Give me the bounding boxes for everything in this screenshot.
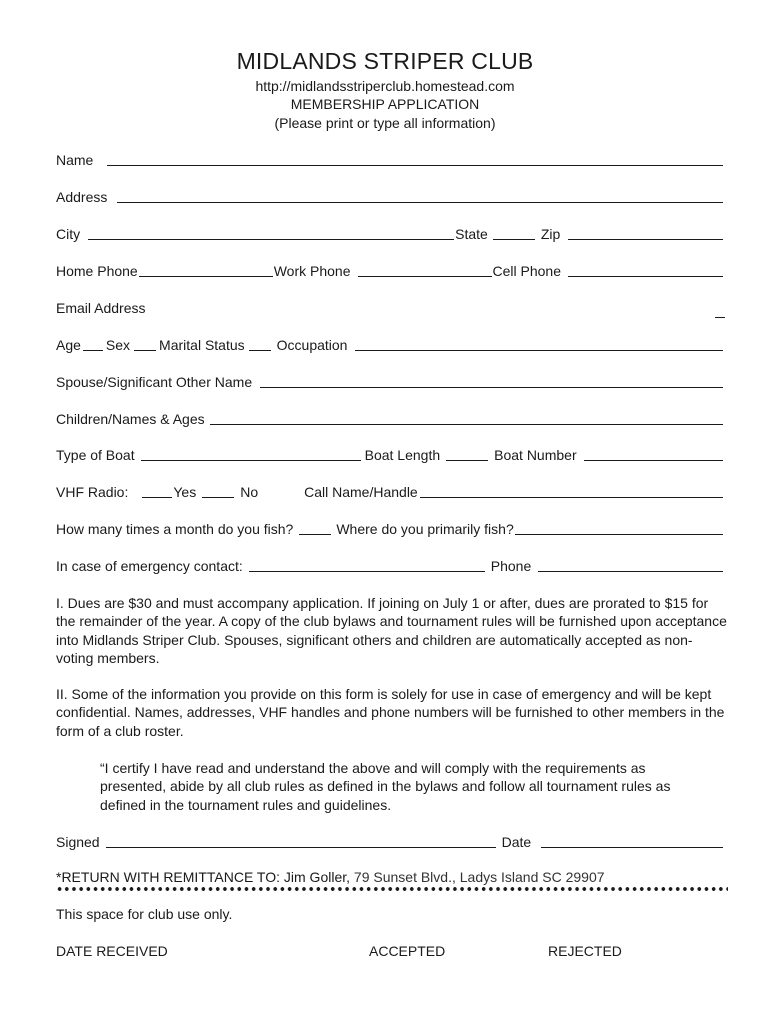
- name-row: [56, 148, 725, 170]
- address-row: [56, 185, 725, 207]
- certification-paragraph: [100, 759, 700, 814]
- emergency-phone-field[interactable]: [538, 555, 723, 572]
- name-label: Name: [56, 152, 94, 168]
- dues-paragraph: [56, 594, 728, 667]
- sex-field[interactable]: [134, 334, 156, 351]
- email-row: [56, 296, 725, 318]
- marital-status-label: Marital Status: [159, 337, 245, 353]
- fish-times-field[interactable]: [299, 518, 331, 535]
- vhf-row: [56, 480, 725, 502]
- emergency-contact-field[interactable]: [249, 555, 485, 572]
- email-label: Email Address: [56, 300, 146, 316]
- cell-phone-label: Cell Phone: [492, 263, 561, 279]
- boat-length-label: Boat Length: [364, 447, 441, 463]
- club-url: http://midlandsstriperclub.homestead.com: [255, 78, 515, 94]
- signature-row: [56, 830, 725, 852]
- marital-status-field[interactable]: [249, 334, 271, 351]
- signature-field[interactable]: [106, 831, 496, 848]
- date-field[interactable]: [541, 831, 723, 848]
- occupation-field[interactable]: [355, 334, 723, 351]
- children-row: [56, 407, 725, 429]
- form-instructions: (Please print or type all information): [274, 115, 496, 131]
- zip-label: Zip: [540, 226, 561, 242]
- rejected-label: REJECTED: [548, 943, 622, 959]
- age-label: Age: [56, 337, 81, 353]
- privacy-text: II. Some of the information you provide on this form is solely for use in case of emergency and will be kept confidential. Names, addresses, VHF handles and phone numbers will be furnished to other members in the form of a club roster.: [56, 686, 725, 739]
- accepted-label: ACCEPTED: [369, 943, 446, 959]
- fish-times-label: How many times a month do you fish?: [56, 521, 294, 537]
- children-label: Children/Names & Ages: [56, 411, 205, 427]
- sex-label: Sex: [105, 337, 131, 353]
- children-field[interactable]: [210, 408, 723, 425]
- date-received-label: DATE RECEIVED: [56, 943, 168, 959]
- fish-where-field[interactable]: [515, 518, 723, 535]
- boat-number-label: Boat Number: [494, 447, 577, 463]
- emergency-phone-label: Phone: [490, 558, 532, 574]
- work-phone-field[interactable]: [358, 260, 492, 277]
- name-field[interactable]: [107, 149, 723, 166]
- cell-phone-field[interactable]: [568, 260, 723, 277]
- return-address: 79 Sunset Blvd., Ladys Island SC 29907: [353, 869, 605, 885]
- spouse-field[interactable]: [260, 371, 723, 388]
- occupation-label: Occupation: [276, 337, 348, 353]
- address-label: Address: [56, 189, 108, 205]
- spouse-row: [56, 370, 725, 392]
- form-subtitle: MEMBERSHIP APPLICATION: [290, 96, 480, 112]
- city-field[interactable]: [88, 223, 454, 240]
- city-label: City: [56, 226, 81, 242]
- signed-label: Signed: [56, 834, 100, 850]
- date-label: Date: [501, 834, 532, 850]
- dotted-divider: [56, 886, 728, 892]
- emergency-row: [56, 554, 725, 576]
- personal-row: [56, 333, 725, 355]
- home-phone-field[interactable]: [139, 260, 273, 277]
- spouse-label: Spouse/Significant Other Name: [56, 374, 253, 390]
- certification-text: “I certify I have read and understand the above and will comply with the requirements as presented, abide by all club rules as defined in the bylaws and follow all tournament rules as defined in the tournament rules and guidelines.: [100, 760, 671, 813]
- return-instructions: [56, 869, 605, 885]
- fishing-row: [56, 517, 725, 539]
- vhf-radio-label: VHF Radio:: [56, 484, 129, 500]
- call-name-field[interactable]: [420, 481, 723, 498]
- boat-type-label: Type of Boat: [56, 447, 135, 463]
- vhf-yes-label: Yes: [173, 484, 197, 500]
- club-use-note: This space for club use only.: [56, 906, 233, 922]
- vhf-no-label: No: [240, 484, 259, 500]
- age-field[interactable]: [83, 334, 103, 351]
- form-title: MIDLANDS STRIPER CLUB: [236, 48, 534, 74]
- work-phone-label: Work Phone: [273, 263, 351, 279]
- boat-length-field[interactable]: [446, 444, 488, 461]
- city-row: [56, 222, 725, 244]
- boat-type-field[interactable]: [141, 444, 361, 461]
- boat-row: [56, 443, 725, 465]
- email-field[interactable]: [715, 301, 725, 318]
- boat-number-field[interactable]: [584, 444, 723, 461]
- vhf-yes-field[interactable]: [142, 481, 172, 498]
- address-field[interactable]: [117, 186, 723, 203]
- zip-field[interactable]: [568, 223, 723, 240]
- state-label: State: [455, 226, 488, 242]
- call-name-label: Call Name/Handle: [304, 484, 418, 500]
- fish-where-label: Where do you primarily fish?: [336, 521, 514, 537]
- dues-text: I. Dues are $30 and must accompany application. If joining on July 1 or after, dues are prorated to $15 for the remainder of the year. A copy of the club bylaws and tournament rules will be furnished upon acceptance into Midlands Striper Club. Spouses, significant others and children are automatically accepted as non-voting members.: [56, 595, 727, 666]
- return-label: *RETURN WITH REMITTANCE TO: Jim Goller,: [56, 869, 351, 885]
- home-phone-label: Home Phone: [56, 263, 138, 279]
- vhf-no-field[interactable]: [202, 481, 234, 498]
- privacy-paragraph: [56, 685, 728, 740]
- state-field[interactable]: [493, 223, 535, 240]
- phone-row: [56, 259, 725, 281]
- emergency-contact-label: In case of emergency contact:: [56, 558, 243, 574]
